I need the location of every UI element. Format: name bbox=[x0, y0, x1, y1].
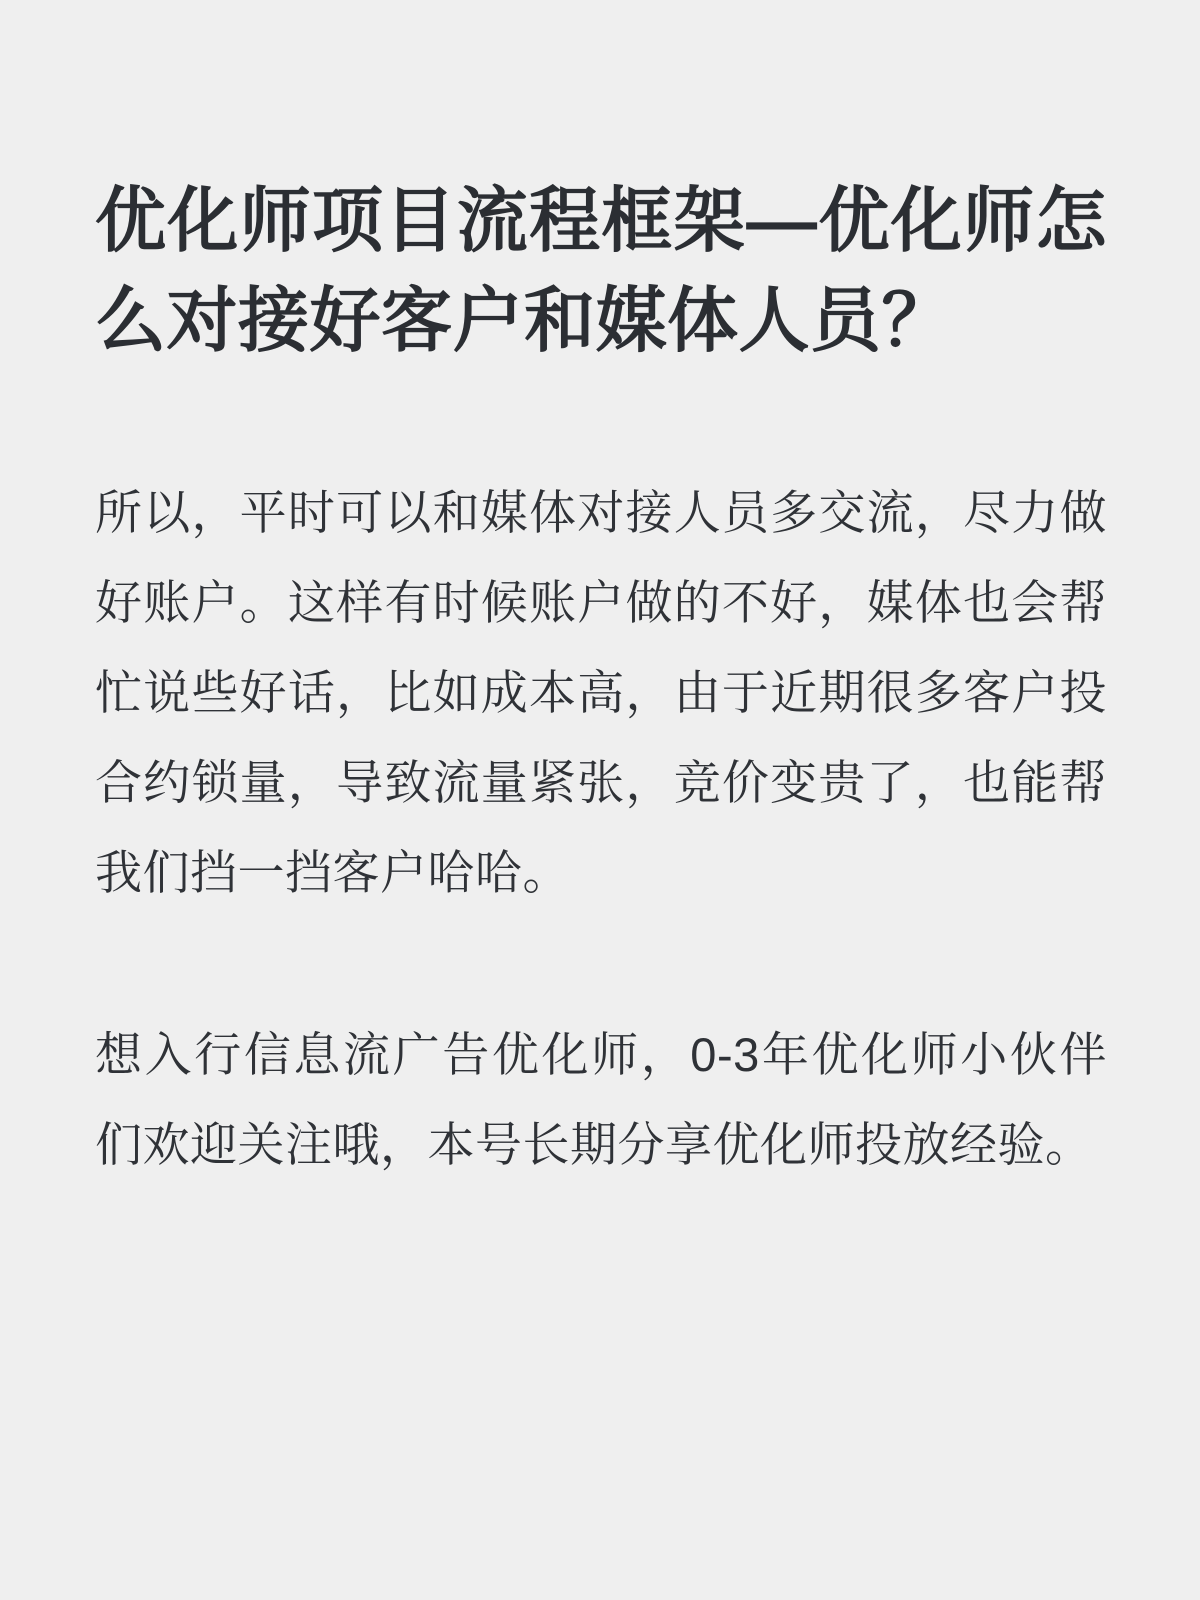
post-title: 优化师项目流程框架—优化师怎么对接好客户和媒体人员？ bbox=[95, 182, 1107, 361]
post-paragraph-1: 所以，平时可以和媒体对接人员多交流，尽力做好账户。这样有时候账户做的不好，媒体也会帮忙说些好话，比如成本高，由于近期很多客户投合约锁量，导致流量紧张，竞价变贵了，也能帮我们挡一挡客户哈哈。 bbox=[95, 486, 1107, 899]
post-paragraph-2: 想入行信息流广告优化师，0-3年优化师小伙伴们欢迎关注哦，本号长期分享优化师投放经验。 bbox=[95, 1028, 1107, 1171]
